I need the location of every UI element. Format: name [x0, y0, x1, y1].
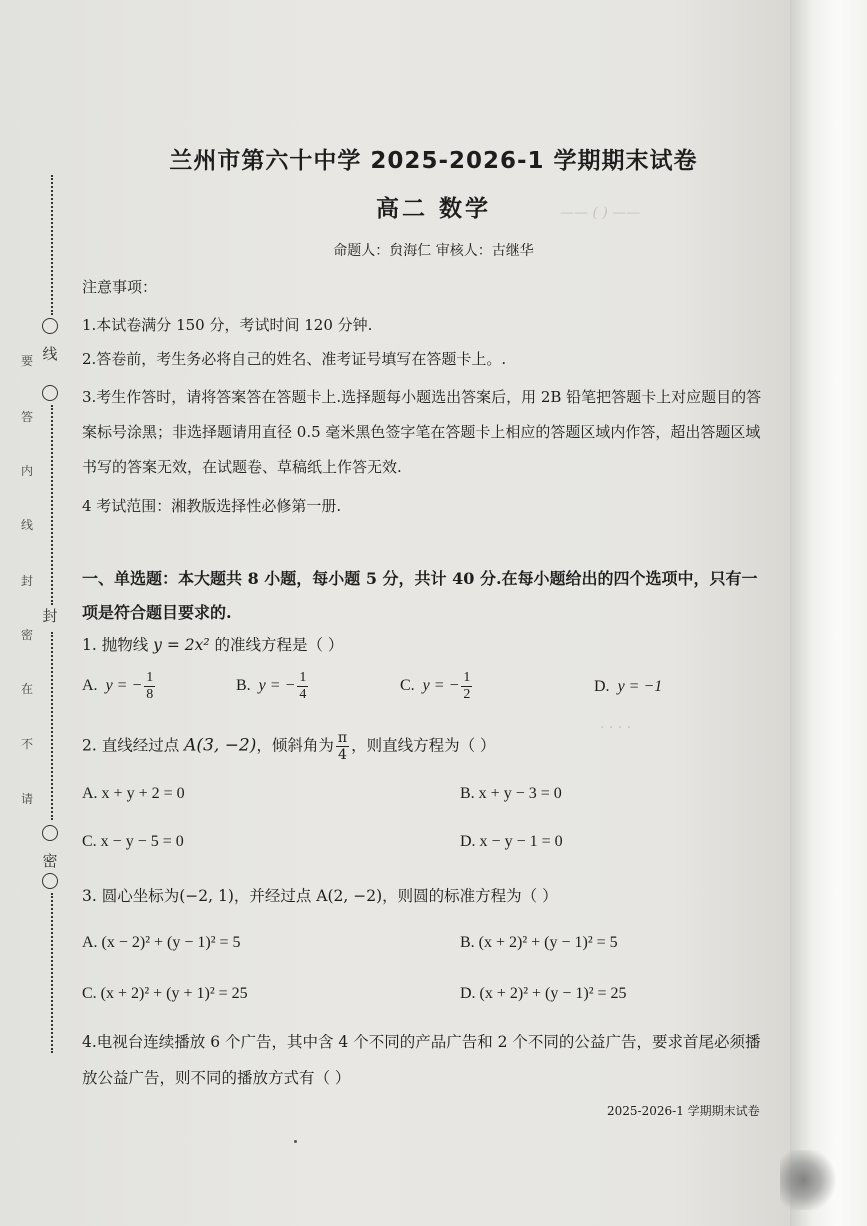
option-c [400, 670, 474, 703]
point-expression: A(3, −2) [184, 735, 257, 756]
notice-item-3: 3.考生作答时，请将答案答在答题卡上.选择题每小题选出答案后，用 2B 铅笔把答题卡上对应题目的答案标号涂黑；非选择题请用直径 0.5 毫米黑色签字笔在答题卡上相应的答题区域内作答，超出答题区域书写的答案无效，在试题卷、草稿纸上作答无效. [82, 388, 762, 476]
side-hint-char: 要 [20, 354, 33, 368]
fraction [461, 670, 472, 703]
fraction-numerator: 1 [146, 670, 154, 685]
option-d: D. x − y − 1 = 0 [460, 833, 563, 850]
section-title: 一、单选题：本大题共 8 小题，每小题 5 分，共计 40 分.在每小题给出的四个选项中，只有一项是符合题目要求的. [82, 569, 758, 622]
fraction-denominator: 4 [299, 687, 307, 702]
question-stem: 2. 直线经过点 [82, 736, 185, 755]
option-b: B. x + y − 3 = 0 [460, 785, 562, 802]
option-b: B. (x + 2)² + (y − 1)² = 5 [460, 934, 618, 951]
question-stem: 1. 抛物线 [82, 636, 154, 654]
dotted-line-segment [51, 632, 53, 820]
option-label: B. [236, 677, 251, 695]
question-stem: ，倾斜角为 [256, 736, 334, 755]
bleed-through-mark: —— ( ) —— [560, 205, 641, 221]
notice-item-1: 1.本试卷满分 150 分，考试时间 120 分钟. [82, 316, 373, 334]
fraction-numerator: π [337, 730, 348, 746]
side-hint-char: 密 [20, 628, 33, 642]
side-hint-char: 线 [20, 518, 33, 532]
question-4-line-2: 放公益广告，则不同的播放方式有（ ） [82, 1069, 351, 1087]
fraction-denominator: 4 [338, 747, 347, 763]
option-c: C. (x + 2)² + (y + 1)² = 25 [82, 985, 248, 1002]
question-1 [82, 633, 772, 655]
fraction-numerator: 1 [299, 670, 307, 685]
side-hint-char: 不 [20, 737, 33, 751]
option-expression: y = −1 [617, 678, 663, 695]
fraction-denominator: 2 [463, 687, 471, 702]
option-expression: y = − [105, 677, 143, 695]
binding-ring [42, 873, 58, 889]
notice-heading: 注意事项： [82, 278, 158, 296]
side-hint-char: 请 [20, 792, 33, 806]
option-label: A. [82, 677, 98, 695]
option-label: C. [400, 677, 415, 695]
option-d [594, 678, 662, 696]
option-expression: y = − [258, 677, 296, 695]
side-hint-char: 封 [20, 574, 33, 588]
side-hint-char: 答 [20, 410, 33, 424]
option-a: A. (x − 2)² + (y − 1)² = 5 [82, 934, 241, 951]
notice-item-2: 2.答卷前，考生务必将自己的姓名、准考证号填写在答题卡上。. [82, 350, 507, 368]
binding-char-mi: 密 [42, 852, 58, 870]
exam-authors: 命题人：贠海仁 审核人：古继华 [333, 243, 534, 259]
page-footer: 2025-2026-1 学期期末试卷 [607, 1104, 760, 1118]
option-c: C. x − y − 5 = 0 [82, 833, 184, 850]
page-edge [790, 0, 867, 1226]
binding-ring [42, 385, 58, 401]
scan-speck [294, 1140, 297, 1143]
fraction [336, 730, 349, 763]
bleed-through-mark: · · · · [600, 720, 632, 736]
fraction-denominator: 8 [146, 687, 154, 702]
exam-subtitle: 高二 数学 [375, 196, 491, 222]
fraction [144, 670, 155, 703]
binding-ring [42, 825, 58, 841]
option-a: A. x + y + 2 = 0 [82, 785, 185, 802]
question-stem: 的准线方程是（ ） [209, 636, 344, 654]
scan-shadow [780, 1150, 840, 1210]
exam-title: 兰州市第六十中学 2025-2026-1 学期期末试卷 [169, 148, 698, 174]
option-expression: y = − [422, 677, 460, 695]
dotted-line-segment [51, 893, 53, 1053]
question-2 [82, 730, 772, 763]
option-b [236, 670, 310, 703]
fraction [297, 670, 308, 703]
binding-char-xian: 线 [42, 345, 58, 363]
option-label: D. [594, 678, 610, 695]
side-hint-char: 内 [20, 464, 33, 478]
fraction-numerator: 1 [463, 670, 471, 685]
binding-char-feng: 封 [42, 607, 58, 625]
dotted-line-segment [51, 405, 53, 605]
option-a [82, 670, 157, 703]
binding-ring [42, 318, 58, 334]
option-d: D. (x + 2)² + (y − 1)² = 25 [460, 985, 627, 1002]
question-stem: ，则直线方程为（ ） [351, 736, 496, 755]
notice-item-4: 4 考试范围：湘教版选择性必修第一册. [82, 497, 342, 515]
math-expression: y = 2x² [153, 636, 210, 654]
side-hint-char: 在 [20, 682, 33, 696]
question-3: 3. 圆心坐标为(−2, 1)，并经过点 A(2, −2)，则圆的标准方程为（ ） [82, 887, 558, 905]
question-4-line-1: 4.电视台连续播放 6 个广告，其中含 4 个不同的产品广告和 2 个不同的公益广告，要求首尾必须播 [82, 1033, 761, 1051]
